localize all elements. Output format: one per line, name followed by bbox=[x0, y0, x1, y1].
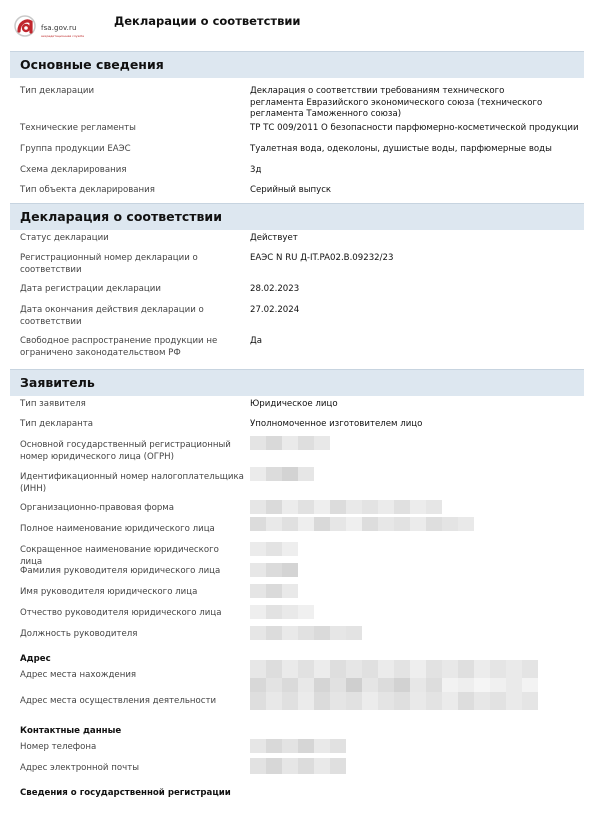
app-value-applicant-type: Юридическое лицо bbox=[250, 399, 338, 409]
app-label-declarant-type: Тип декларанта bbox=[20, 419, 93, 429]
app-value-legal-form-redacted bbox=[250, 500, 442, 514]
section-applicant-title: Заявитель bbox=[20, 375, 95, 390]
app-value-declarant-type: Уполномоченное изготовителем лицо bbox=[250, 419, 423, 429]
page-header bbox=[0, 0, 600, 50]
app-label-full-name: Полное наименование юридического лица bbox=[20, 524, 215, 534]
main-value-scheme: 3д bbox=[250, 165, 262, 175]
app-value-head-position-redacted bbox=[250, 626, 362, 640]
app-label-head-name: Имя руководителя юридического лица bbox=[20, 587, 198, 597]
app-value-full-name-redacted bbox=[250, 517, 474, 531]
main-value-product-group: Туалетная вода, одеколоны, душистые воды, парфюмерные воды bbox=[250, 144, 552, 154]
app-label-phone: Номер телефона bbox=[20, 742, 97, 752]
decl-label-reg-number: Регистрационный номер декларации о соответствии bbox=[20, 253, 198, 275]
fsa-logo[interactable] bbox=[14, 10, 94, 42]
section-declaration-title: Декларация о соответствии bbox=[20, 209, 222, 224]
app-value-head-surname-redacted bbox=[250, 563, 298, 577]
decl-label-free-distribution: Свободное распространение продукции не ограничено законодательством РФ bbox=[20, 336, 218, 358]
main-label-product-group: Группа продукции ЕАЭС bbox=[20, 144, 131, 154]
decl-value-end-date: 27.02.2024 bbox=[250, 305, 300, 315]
section-declaration bbox=[10, 203, 584, 230]
app-label-head-position: Должность руководителя bbox=[20, 629, 138, 639]
state-registration-heading: Сведения о государственной регистрации bbox=[20, 788, 231, 798]
app-label-email: Адрес электронной почты bbox=[20, 763, 139, 773]
main-label-object-type: Тип объекта декларирования bbox=[20, 185, 155, 195]
app-value-phone-redacted bbox=[250, 739, 346, 753]
main-value-regulations: ТР ТС 009/2011 О безопасности парфюмерно-косметической продукции bbox=[250, 123, 579, 133]
section-main-title: Основные сведения bbox=[20, 57, 164, 72]
logo-subtext: аккредитационная служба bbox=[41, 34, 84, 38]
main-value-declaration-type: Декларация о соответствии требованиям технического регламента Евразийского экономического союза (технического регламента Таможенного союза) bbox=[250, 86, 543, 119]
app-label-inn: Идентификационный номер налогоплательщика (ИНН) bbox=[20, 472, 244, 494]
app-value-location-address-redacted bbox=[250, 660, 538, 678]
app-value-inn-redacted bbox=[250, 467, 314, 481]
section-applicant bbox=[10, 369, 584, 396]
main-value-object-type: Серийный выпуск bbox=[250, 185, 332, 195]
app-label-legal-form: Организационно-правовая форма bbox=[20, 503, 175, 513]
address-heading: Адрес bbox=[20, 654, 51, 664]
app-label-activity-address: Адрес места осуществления деятельности bbox=[20, 696, 217, 706]
decl-label-end-date: Дата окончания действия декларации о соответствии bbox=[20, 305, 204, 327]
main-label-regulations: Технические регламенты bbox=[20, 123, 136, 133]
app-label-head-surname: Фамилия руководителя юридического лица bbox=[20, 566, 221, 576]
app-value-head-name-redacted bbox=[250, 584, 298, 598]
page-title: Декларации о соответствии bbox=[114, 14, 301, 28]
app-label-short-name: Сокращенное наименование юридического лица bbox=[20, 545, 219, 567]
decl-value-free-distribution: Да bbox=[250, 336, 262, 346]
app-label-applicant-type: Тип заявителя bbox=[20, 399, 86, 409]
app-value-ogrn-redacted bbox=[250, 436, 330, 450]
app-label-ogrn: Основной государственный регистрационный номер юридического лица (ОГРН) bbox=[20, 440, 231, 462]
main-label-declaration-type: Тип декларации bbox=[20, 86, 95, 96]
app-label-head-patronymic: Отчество руководителя юридического лица bbox=[20, 608, 222, 618]
app-label-location-address: Адрес места нахождения bbox=[20, 670, 137, 680]
decl-value-reg-date: 28.02.2023 bbox=[250, 284, 300, 294]
decl-label-reg-date: Дата регистрации декларации bbox=[20, 284, 161, 294]
logo-text: fsa.gov.ru bbox=[41, 24, 77, 32]
app-value-head-patronymic-redacted bbox=[250, 605, 314, 619]
app-value-short-name-redacted bbox=[250, 542, 298, 556]
contacts-heading: Контактные данные bbox=[20, 726, 122, 736]
fsa-logo-icon bbox=[14, 14, 38, 38]
decl-value-status: Действует bbox=[250, 233, 298, 243]
decl-value-reg-number: ЕАЭС N RU Д-IT.PA02.B.09232/23 bbox=[250, 253, 394, 263]
app-value-email-redacted bbox=[250, 758, 346, 774]
app-value-activity-address-redacted bbox=[250, 692, 538, 710]
section-main bbox=[10, 51, 584, 78]
decl-label-status: Статус декларации bbox=[20, 233, 109, 243]
app-value-location-address-redacted-2 bbox=[250, 678, 538, 692]
main-label-scheme: Схема декларирования bbox=[20, 165, 127, 175]
